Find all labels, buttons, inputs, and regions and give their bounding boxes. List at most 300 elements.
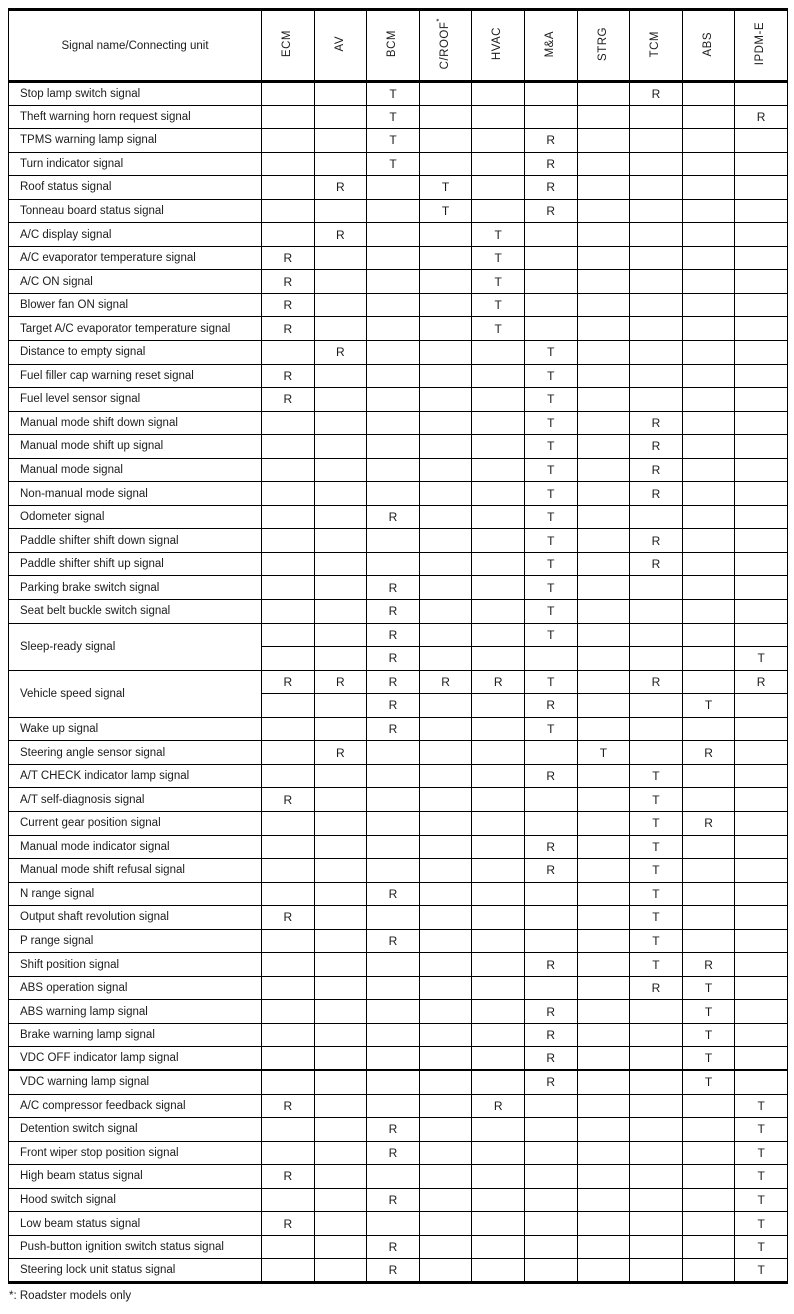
unit-column-label: M&A (544, 30, 557, 58)
signal-value-cell: R (262, 906, 315, 930)
signal-value-cell (630, 741, 683, 765)
signal-value-cell (419, 129, 472, 153)
signal-value-cell (262, 576, 315, 600)
signal-value-cell (367, 953, 420, 977)
table-row (9, 505, 788, 529)
signal-value-cell (419, 600, 472, 624)
signal-value-cell (735, 482, 788, 506)
signal-value-cell (419, 435, 472, 459)
signal-value-cell (262, 505, 315, 529)
signal-value-cell (314, 576, 367, 600)
signal-value-cell: R (682, 953, 735, 977)
signal-value-cell (367, 1047, 420, 1071)
signal-value-cell (472, 694, 525, 718)
signal-name-cell: Wake up signal (9, 717, 262, 741)
signal-name-cell: Manual mode shift refusal signal (9, 859, 262, 883)
signal-value-cell (419, 576, 472, 600)
signal-value-cell (682, 1094, 735, 1118)
signal-name-cell: Paddle shifter shift down signal (9, 529, 262, 553)
signal-value-cell (735, 1047, 788, 1071)
unit-column-label: BCM (386, 30, 399, 58)
table-row (9, 1188, 788, 1212)
signal-value-cell (630, 1212, 683, 1236)
signal-value-cell (735, 152, 788, 176)
signal-value-cell (262, 1023, 315, 1047)
signal-value-cell (314, 906, 367, 930)
signal-name-cell: A/C display signal (9, 223, 262, 247)
signal-value-cell (314, 859, 367, 883)
signal-value-cell (577, 717, 630, 741)
signal-value-cell (472, 1070, 525, 1094)
signal-value-cell (472, 105, 525, 129)
signal-value-cell: R (262, 1212, 315, 1236)
table-row (9, 199, 788, 223)
signal-value-cell (524, 105, 577, 129)
signal-value-cell (524, 929, 577, 953)
signal-name-cell: Steering lock unit status signal (9, 1259, 262, 1283)
signal-value-cell: T (630, 906, 683, 930)
signal-value-cell (577, 576, 630, 600)
signal-value-cell (262, 199, 315, 223)
signal-value-cell (419, 105, 472, 129)
signal-value-cell: T (735, 647, 788, 671)
unit-column-header-ipdm-e (735, 10, 788, 82)
signal-value-cell (314, 411, 367, 435)
signal-value-cell (419, 741, 472, 765)
signal-value-cell (314, 1212, 367, 1236)
signal-value-cell (577, 1165, 630, 1189)
signal-value-cell (682, 552, 735, 576)
signal-value-cell (314, 764, 367, 788)
signal-value-cell (419, 1212, 472, 1236)
signal-value-cell (735, 129, 788, 153)
signal-name-cell: Brake warning lamp signal (9, 1023, 262, 1047)
signal-value-cell (367, 341, 420, 365)
signal-name-cell: A/C ON signal (9, 270, 262, 294)
signal-value-cell (524, 1118, 577, 1142)
signal-value-cell: R (630, 670, 683, 694)
signal-value-cell (472, 600, 525, 624)
signal-value-cell (682, 1188, 735, 1212)
signal-value-cell (682, 1165, 735, 1189)
signal-name-cell: Roof status signal (9, 176, 262, 200)
signal-value-cell (419, 694, 472, 718)
signal-value-cell (630, 576, 683, 600)
signal-value-cell (262, 129, 315, 153)
signal-value-cell (314, 1259, 367, 1283)
signal-value-cell: R (524, 835, 577, 859)
signal-value-cell (577, 223, 630, 247)
signal-value-cell (419, 811, 472, 835)
signal-value-cell (524, 246, 577, 270)
signal-value-cell (419, 788, 472, 812)
signal-value-cell (419, 293, 472, 317)
signal-value-cell (630, 505, 683, 529)
signal-value-cell (419, 270, 472, 294)
signal-value-cell (682, 906, 735, 930)
signal-value-cell: T (367, 82, 420, 106)
signal-value-cell (367, 741, 420, 765)
signal-name-cell: ABS operation signal (9, 976, 262, 1000)
signal-value-cell (577, 388, 630, 412)
signal-value-cell: R (314, 741, 367, 765)
signal-name-cell: Non-manual mode signal (9, 482, 262, 506)
signal-name-cell: Front wiper stop position signal (9, 1141, 262, 1165)
signal-name-cell: Fuel level sensor signal (9, 388, 262, 412)
signal-value-cell: T (367, 129, 420, 153)
signal-value-cell: R (314, 670, 367, 694)
signal-value-cell (262, 600, 315, 624)
signal-value-cell: R (367, 670, 420, 694)
signal-value-cell (524, 741, 577, 765)
table-row (9, 953, 788, 977)
signal-value-cell (682, 882, 735, 906)
signal-value-cell (314, 694, 367, 718)
signal-value-cell (577, 788, 630, 812)
signal-value-cell (524, 1094, 577, 1118)
signal-value-cell: T (524, 411, 577, 435)
signal-value-cell: R (630, 82, 683, 106)
signal-value-cell (577, 929, 630, 953)
signal-value-cell (472, 953, 525, 977)
signal-value-cell (472, 1023, 525, 1047)
signal-value-cell (682, 482, 735, 506)
signal-name-cell: ABS warning lamp signal (9, 1000, 262, 1024)
signal-value-cell (630, 1070, 683, 1094)
signal-value-cell (314, 129, 367, 153)
signal-value-cell (419, 388, 472, 412)
signal-value-cell (735, 906, 788, 930)
signal-value-cell (630, 1094, 683, 1118)
signal-value-cell (735, 741, 788, 765)
unit-column-label: HVAC (491, 27, 504, 61)
signal-value-cell: T (630, 929, 683, 953)
table-row (9, 458, 788, 482)
signal-name-cell: Odometer signal (9, 505, 262, 529)
signal-value-cell (472, 576, 525, 600)
signal-value-cell: R (262, 670, 315, 694)
signal-value-cell (419, 1094, 472, 1118)
signal-value-cell (577, 411, 630, 435)
signal-value-cell (419, 341, 472, 365)
signal-value-cell: R (524, 1023, 577, 1047)
table-row (9, 1070, 788, 1094)
signal-value-cell (577, 176, 630, 200)
signal-value-cell (524, 1259, 577, 1283)
unit-column-header-bcm (367, 10, 420, 82)
table-row (9, 929, 788, 953)
signal-name-cell: Blower fan ON signal (9, 293, 262, 317)
signal-value-cell (577, 129, 630, 153)
signal-value-cell: R (367, 1141, 420, 1165)
signal-value-cell (735, 859, 788, 883)
table-row (9, 1259, 788, 1283)
signal-value-cell: T (524, 623, 577, 647)
table-row (9, 482, 788, 506)
signal-value-cell (682, 1118, 735, 1142)
signal-value-cell: R (367, 717, 420, 741)
signal-value-cell (735, 176, 788, 200)
table-row (9, 764, 788, 788)
signal-value-cell: R (262, 293, 315, 317)
signal-value-cell (735, 811, 788, 835)
signal-value-cell (682, 1212, 735, 1236)
signal-value-cell: R (524, 1000, 577, 1024)
signal-name-cell: Detention switch signal (9, 1118, 262, 1142)
table-row (9, 1235, 788, 1259)
signal-value-cell (314, 1023, 367, 1047)
signal-value-cell: T (524, 341, 577, 365)
unit-column-label: STRG (596, 27, 609, 61)
signal-value-cell (262, 82, 315, 106)
signal-name-cell: VDC OFF indicator lamp signal (9, 1047, 262, 1071)
signal-name-cell: Vehicle speed signal (9, 670, 262, 717)
signal-value-cell (367, 859, 420, 883)
signal-value-cell (314, 623, 367, 647)
signal-name-cell: Paddle shifter shift up signal (9, 552, 262, 576)
signal-value-cell (735, 435, 788, 459)
signal-value-cell: T (472, 293, 525, 317)
signal-value-cell (262, 882, 315, 906)
footnote-asterisk: * (435, 18, 444, 22)
signal-value-cell: T (367, 105, 420, 129)
table-row (9, 411, 788, 435)
unit-column-header-ecm (262, 10, 315, 82)
signal-value-cell (735, 953, 788, 977)
signal-value-cell (524, 788, 577, 812)
signal-value-cell (472, 647, 525, 671)
unit-column-header-av (314, 10, 367, 82)
signal-name-cell: Manual mode signal (9, 458, 262, 482)
unit-column-label: C/ROOF* (435, 18, 451, 70)
signal-value-cell (630, 246, 683, 270)
signal-value-cell (314, 835, 367, 859)
table-row (9, 1118, 788, 1142)
signal-value-cell: T (524, 435, 577, 459)
signal-value-cell (472, 623, 525, 647)
signal-value-cell: R (367, 1118, 420, 1142)
signal-value-cell: R (262, 1094, 315, 1118)
signal-value-cell (314, 647, 367, 671)
signal-value-cell (314, 811, 367, 835)
table-row (9, 1141, 788, 1165)
signal-value-cell (472, 505, 525, 529)
signal-value-cell (630, 364, 683, 388)
unit-column-header-abs (682, 10, 735, 82)
signal-value-cell (682, 859, 735, 883)
signal-value-cell (314, 270, 367, 294)
table-row (9, 223, 788, 247)
signal-value-cell (630, 105, 683, 129)
signal-value-cell: R (524, 176, 577, 200)
signal-value-cell (735, 529, 788, 553)
signal-value-cell (419, 1141, 472, 1165)
signal-value-cell (682, 270, 735, 294)
signal-value-cell (367, 906, 420, 930)
signal-value-cell (472, 552, 525, 576)
table-row (9, 529, 788, 553)
unit-column-label: ECM (281, 30, 294, 58)
signal-value-cell (577, 1000, 630, 1024)
signal-value-cell (314, 600, 367, 624)
table-row (9, 82, 788, 106)
signal-value-cell: T (524, 717, 577, 741)
signal-value-cell (314, 505, 367, 529)
signal-value-cell (314, 1165, 367, 1189)
signal-value-cell (314, 1118, 367, 1142)
signal-value-cell (682, 435, 735, 459)
signal-name-cell: Manual mode shift down signal (9, 411, 262, 435)
unit-column-header-tcm (630, 10, 683, 82)
signal-value-cell (472, 435, 525, 459)
signal-name-cell: P range signal (9, 929, 262, 953)
table-header (9, 10, 788, 82)
signal-value-cell: R (682, 741, 735, 765)
signal-value-cell (314, 246, 367, 270)
signal-value-cell (735, 317, 788, 341)
signal-value-cell (367, 552, 420, 576)
table-row (9, 811, 788, 835)
signal-value-cell: T (630, 811, 683, 835)
unit-column-header-c-roof (419, 10, 472, 82)
signal-value-cell (314, 435, 367, 459)
signal-value-cell (735, 293, 788, 317)
signal-value-cell: T (735, 1212, 788, 1236)
signal-value-cell: R (367, 1188, 420, 1212)
signal-value-cell (314, 717, 367, 741)
signal-value-cell (472, 199, 525, 223)
signal-value-cell (262, 1188, 315, 1212)
signal-value-cell: R (262, 788, 315, 812)
signal-value-cell (735, 976, 788, 1000)
signal-value-cell (314, 293, 367, 317)
signal-value-cell (472, 764, 525, 788)
signal-value-cell (630, 600, 683, 624)
signal-value-cell (577, 152, 630, 176)
signal-value-cell (577, 435, 630, 459)
signal-value-cell (577, 482, 630, 506)
signal-name-cell: TPMS warning lamp signal (9, 129, 262, 153)
table-row (9, 1000, 788, 1024)
signal-value-cell (472, 859, 525, 883)
signal-value-cell (577, 458, 630, 482)
signal-value-cell (682, 105, 735, 129)
signal-value-cell: T (419, 199, 472, 223)
signal-value-cell (735, 1023, 788, 1047)
signal-value-cell (472, 741, 525, 765)
signal-value-cell: R (262, 388, 315, 412)
signal-value-cell (419, 906, 472, 930)
signal-name-cell: Theft warning horn request signal (9, 105, 262, 129)
signal-value-cell (262, 176, 315, 200)
signal-value-cell (682, 670, 735, 694)
signal-value-cell: T (682, 976, 735, 1000)
table-row (9, 1212, 788, 1236)
signal-value-cell: R (262, 364, 315, 388)
signal-value-cell (735, 576, 788, 600)
signal-value-cell (472, 529, 525, 553)
table-body (9, 82, 788, 1283)
signal-value-cell: T (630, 953, 683, 977)
signal-value-cell: T (735, 1118, 788, 1142)
signal-value-cell (577, 1141, 630, 1165)
signal-name-cell: Seat belt buckle switch signal (9, 600, 262, 624)
signal-value-cell (314, 1070, 367, 1094)
signal-value-cell (524, 82, 577, 106)
signal-value-cell (419, 223, 472, 247)
signal-value-cell (682, 129, 735, 153)
signal-value-cell (735, 764, 788, 788)
signal-value-cell (367, 388, 420, 412)
signal-value-cell (472, 882, 525, 906)
signal-value-cell (314, 552, 367, 576)
signal-value-cell (682, 152, 735, 176)
signal-value-cell (682, 600, 735, 624)
signal-value-cell: T (735, 1165, 788, 1189)
signal-value-cell (367, 976, 420, 1000)
table-row (9, 1094, 788, 1118)
signal-value-cell (262, 929, 315, 953)
signal-value-cell (524, 1165, 577, 1189)
signal-value-cell (630, 694, 683, 718)
signal-value-cell (682, 199, 735, 223)
table-row (9, 835, 788, 859)
table-row (9, 341, 788, 365)
signal-value-cell: T (577, 741, 630, 765)
signal-value-cell: T (524, 670, 577, 694)
signal-value-cell: T (472, 223, 525, 247)
signal-value-cell (419, 246, 472, 270)
signal-value-cell (735, 552, 788, 576)
signal-value-cell (630, 1165, 683, 1189)
signal-value-cell (367, 811, 420, 835)
signal-name-cell: Output shaft revolution signal (9, 906, 262, 930)
signal-value-cell (630, 341, 683, 365)
signal-value-cell (367, 482, 420, 506)
signal-value-cell (367, 1094, 420, 1118)
signal-value-cell (419, 835, 472, 859)
signal-value-cell: R (630, 529, 683, 553)
signal-value-cell (577, 882, 630, 906)
signal-value-cell (577, 835, 630, 859)
signal-value-cell (577, 246, 630, 270)
signal-name-cell: Hood switch signal (9, 1188, 262, 1212)
signal-value-cell (419, 976, 472, 1000)
signal-value-cell: R (419, 670, 472, 694)
signal-value-cell (682, 223, 735, 247)
signal-value-cell (367, 1070, 420, 1094)
signal-value-cell (419, 1118, 472, 1142)
signal-value-cell (367, 458, 420, 482)
unit-column-label: ABS (701, 31, 714, 57)
table-row (9, 741, 788, 765)
table-row (9, 152, 788, 176)
signal-value-cell (314, 388, 367, 412)
table-row (9, 859, 788, 883)
signal-value-cell (735, 223, 788, 247)
signal-name-cell: N range signal (9, 882, 262, 906)
signal-value-cell (735, 835, 788, 859)
signal-value-cell (367, 1000, 420, 1024)
signal-value-cell: T (524, 388, 577, 412)
signal-value-cell: T (524, 364, 577, 388)
can-signal-table (8, 8, 788, 1284)
signal-value-cell (472, 1165, 525, 1189)
signal-value-cell (367, 176, 420, 200)
table-footnote: *: Roadster models only (9, 1289, 132, 1302)
signal-value-cell (682, 929, 735, 953)
signal-value-cell (735, 600, 788, 624)
